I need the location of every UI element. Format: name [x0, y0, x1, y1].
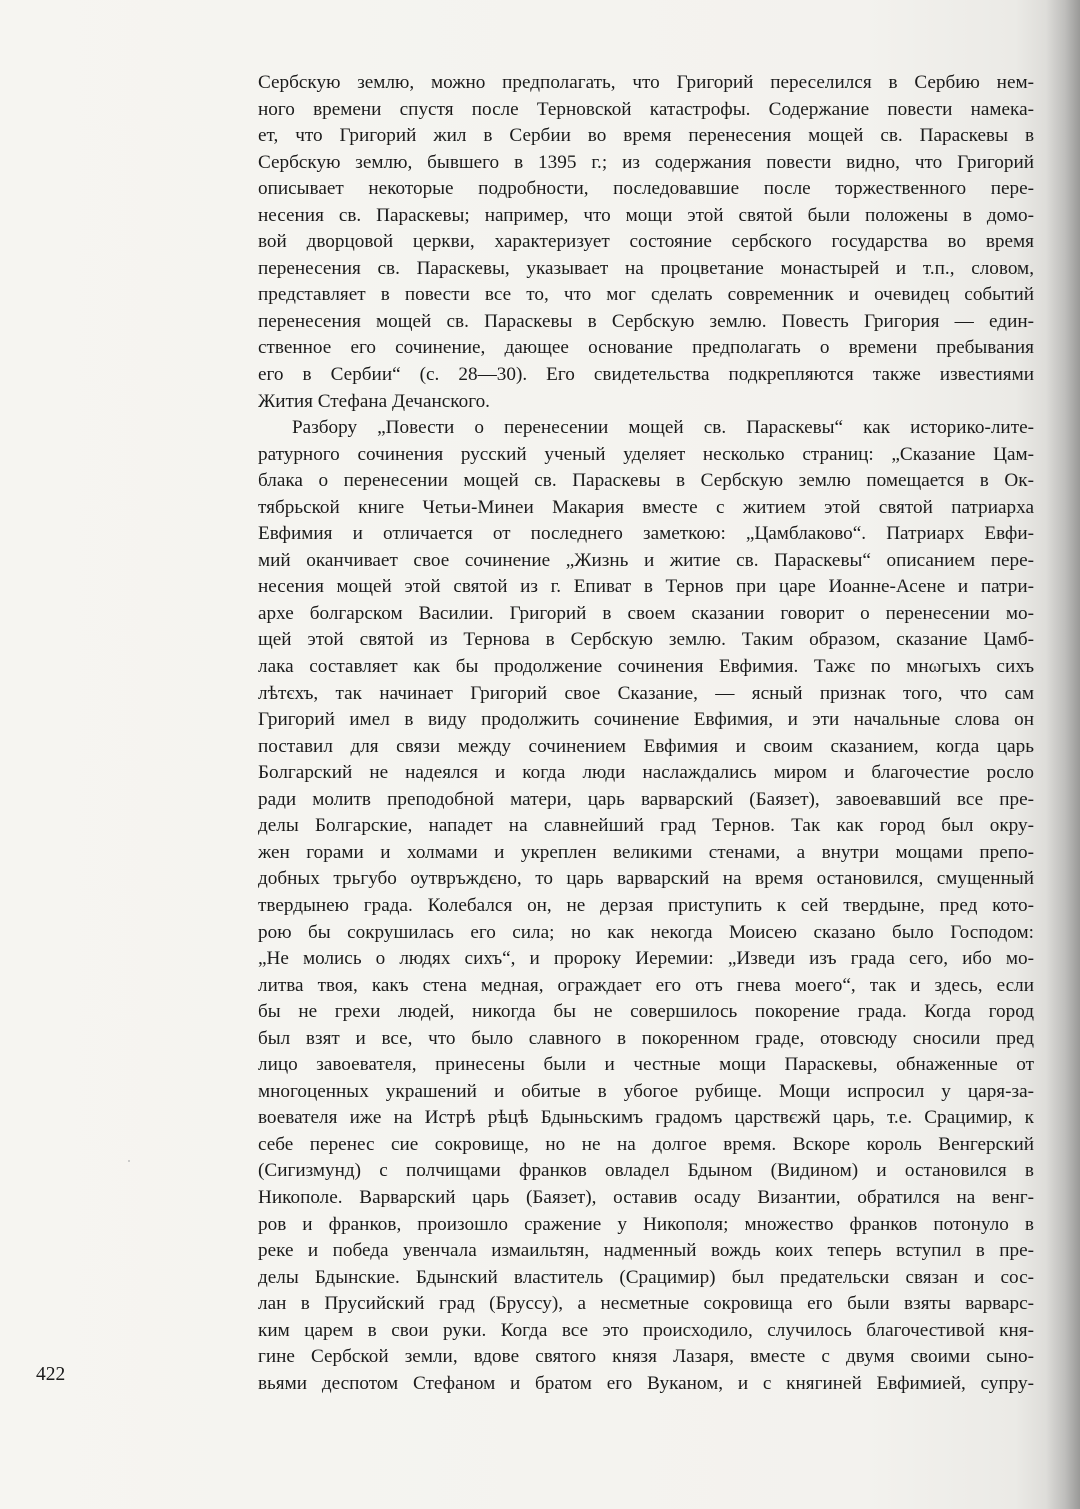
text-line: Болгарский не надеялся и когда люди наслаждались миром и благочестие росло: [258, 762, 1034, 784]
text-line: поставил для связи между сочинением Евфимия и своим сказанием, когда царь: [258, 735, 1034, 757]
text-line: себе перенес сие сокровище, но не на долгое время. Вскоре король Венгерский: [258, 1133, 1034, 1155]
text-line: ет, что Григорий жил в Сербии во время перенесения мощей св. Параскевы в: [258, 125, 1034, 147]
text-line: реке и победа увенчала измаильтян, надменный вождь коих теперь вступил в пре-: [258, 1240, 1034, 1262]
text-line: был взят и все, что было славного в покоренном граде, отовсюду сносили пред: [258, 1027, 1034, 1049]
text-line: несения св. Параскевы; например, что мощи этой святой были положены в домо-: [258, 204, 1034, 226]
text-line: литва твоя, какъ стена медная, ограждает его отъ гнева моего“, так и здесь, если: [258, 974, 1034, 996]
text-line: несения мощей этой святой из г. Епиват в Тернов при царе Иоанне-Асене и патри-: [258, 576, 1034, 598]
text-line: его в Сербии“ (с. 28—30). Его свидетельства подкрепляются также известиями: [258, 364, 1034, 386]
text-line: ратурного сочинения русский ученый уделяет несколько страниц: „Сказание Цам-: [258, 443, 1034, 465]
text-line: тябрьской книге Четьи-Минеи Макария вместе с житием этой святой патриарха: [258, 496, 1034, 518]
text-line: вьями деспотом Стефаном и братом его Вуканом, и с княгиней Евфимией, супру-: [258, 1372, 1034, 1394]
page-edge-shadow: [1046, 0, 1080, 1509]
text-line: описывает некоторые подробности, последовавшие после торжественного пере-: [258, 178, 1034, 200]
text-line: перенесения мощей св. Параскевы в Сербскую землю. Повесть Григория — един-: [258, 310, 1034, 332]
text-line: многоценных украшений и обитые в убогое рубище. Мощи испросил у царя-за-: [258, 1080, 1034, 1102]
text-line: лицо завоевателя, принесены были и честные мощи Параскевы, обнаженные от: [258, 1054, 1034, 1076]
text-line: добных трьгубо оутвръждєно, то царь варварский на время остановился, смущенный: [258, 868, 1034, 890]
text-line: делы Бдынские. Бдынский властитель (Срацимир) был предательски связан и сос-: [258, 1266, 1034, 1288]
text-line: представляет в повести все то, что мог сделать современник и очевидец событий: [258, 284, 1034, 306]
text-line: лан в Прусийский град (Бруссу), а несметные сокровища его были взяты варварс-: [258, 1293, 1034, 1315]
text-line: жен горами и холмами и укреплен великими стенами, а внутри мощами препо-: [258, 841, 1034, 863]
text-line: Сербскую землю, бывшего в 1395 г.; из содержания повести видно, что Григорий: [258, 151, 1034, 173]
text-line: воевателя иже на Истрѣ рѣцѣ Бдыньскимъ градомъ царствєжй царь, т.е. Срацимир, к: [258, 1107, 1034, 1129]
text-line: (Сигизмунд) с полчищами франков овладел Бдыном (Видином) и остановился в: [258, 1160, 1034, 1182]
text-line: Сербскую землю, можно предполагать, что Григорий переселился в Сербию нем-: [258, 72, 1034, 93]
text-line: щей этой святой из Тернова в Сербскую землю. Таким образом, сказание Цамб-: [258, 629, 1034, 651]
text-line: перенесения св. Параскевы, указывает на процветание монастырей и т.п., словом,: [258, 257, 1034, 279]
text-line: делы Болгарские, нападет на славнейший град Тернов. Так как город был окру-: [258, 815, 1034, 837]
text-line: „Не молись о людях сихъ“, и пророку Иеремии: „Изведи изъ града сего, ибо мо-: [258, 948, 1034, 970]
text-line: Никополе. Варварский царь (Баязет), оставив осаду Византии, обратился на венг-: [258, 1186, 1034, 1208]
text-line: лѣтєхъ, так начинает Григорий свое Сказание, — ясный признак того, что сам: [258, 682, 1034, 704]
text-line: архе болгарском Василии. Григорий в своем сказании говорит о перенесении мо-: [258, 602, 1034, 624]
text-line: ного времени спустя после Терновской катастрофы. Содержание повести намека-: [258, 98, 1034, 120]
text-line: вой дворцовой церкви, характеризует состояние сербского государства во время: [258, 231, 1034, 253]
paragraph-end-line: Жития Стефана Дечанского.: [258, 390, 490, 412]
text-line: блака о перенесении мощей св. Параскевы в Сербскую землю помещается в Ок-: [258, 470, 1034, 492]
paper-speck: [128, 1160, 130, 1162]
text-line: ственное его сочинение, дающее основание предполагать о времени пребывания: [258, 337, 1034, 359]
body-text: [258, 70, 1034, 1397]
text-line: Григорий имел в виду продолжить сочинение Евфимия, и эти начальные слова он: [258, 709, 1034, 731]
text-line: твердынею града. Колебался он, не дерзая приступить к сей твердыне, пред кото-: [258, 894, 1034, 916]
text-line: гине Сербской земли, вдове святого князя Лазаря, вместе с двумя своими сыно-: [258, 1346, 1034, 1368]
text-line: ради молитв преподобной матери, царь варварский (Баязет), завоевавший все пре-: [258, 788, 1034, 810]
page-number: 422: [36, 1364, 66, 1385]
text-line: бы не грехи людей, никогда бы не совершилось покорение града. Когда город: [258, 1001, 1034, 1023]
text-line: лака составляет как бы продолжение сочинения Евфимия. Тажє по мнωгыхъ сихъ: [258, 656, 1034, 678]
text-line: мий оканчивает свое сочинение „Жизнь и житие св. Параскевы“ описанием пере-: [258, 549, 1034, 571]
text-line: ким царем в свои руки. Когда все это происходило, случилось благочестивой кня-: [258, 1319, 1034, 1341]
paragraph-first-line: Разбору „Повести о перенесении мощей св. Параскевы“ как историко-лите-: [292, 417, 1034, 439]
text-line: рою бы сокрушилась его сила; но как некогда Моисею сказано было Господом:: [258, 921, 1034, 943]
text-line: ров и франков, произошло сражение у Никополя; множество франков потонуло в: [258, 1213, 1034, 1235]
text-line: Евфимия и отличается от последнего заметкою: „Цамблаково“. Патриарх Евфи-: [258, 523, 1034, 545]
